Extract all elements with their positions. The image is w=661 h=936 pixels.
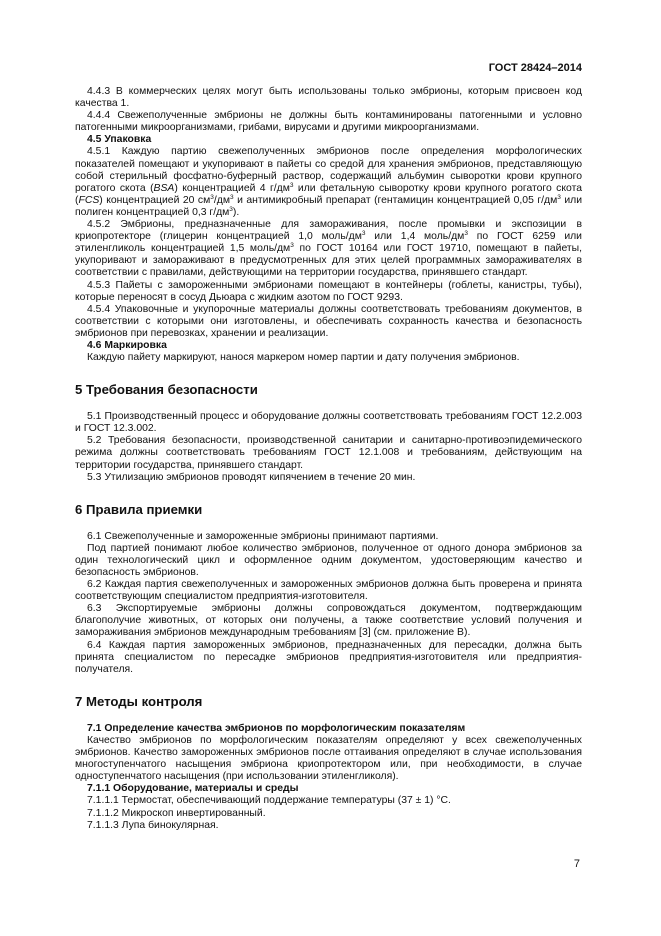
clause-4-4-4: 4.4.4 Свежеполученные эмбрионы не должны быть контаминированы патогенными и условно патогенными микроорганизмами, грибами, вирусами и другими микроорганизмами. [75,110,582,134]
clause-7-1-1-2: 7.1.1.2 Микроскоп инвертированный. [87,807,266,819]
clause-7-1: Качество эмбрионов по морфологическим показателям определяют у всех свежеполученных эмбрионов. Качество замороженных эмбрионов после оттаивания определяют в случае использования многоступенчатого насыщения эмбриона криопротектором или, при необходимости, в случае одноступенчатого насыщения (при использовании этиленгликоля). [75,734,582,783]
subheading-4-5: 4.5 Упаковка [87,134,152,146]
clause-4-5-4: 4.5.4 Упаковочные и укупорочные материалы должны соответствовать требованиям документов, в соответствии с которыми они изготовлены, и обеспечивать сохранность качества и безопасность эмбрионов при перевозках, хранении и реализации. [75,303,582,339]
clause-7-1-1-3: 7.1.1.3 Лупа бинокулярная. [87,819,219,831]
subheading-4-6: 4.6 Маркировка [87,339,167,351]
clause-4-5-3: 4.5.3 Пайеты с замороженными эмбрионами помещают в контейнеры (гоблеты, канистры, тубы), которые переносят в сосуд Дьюара с жидким азотом по ГОСТ 9293. [75,279,582,303]
document-body [75,86,582,832]
section-7-title: 7 Методы контроля [75,693,203,709]
subheading-7-1: 7.1 Определение качества эмбрионов по морфологическим показателям [87,722,466,734]
clause-4-6: Каждую пайету маркируют, нанося маркером номер партии и дату получения эмбрионов. [87,352,520,364]
clause-6-3: 6.3 Экспортируемые эмбрионы должны сопровождаться документом, подтверждающим благополучие животных, от которых они получены, а также соответствие условий получения и замораживания эмбрионов международным требованиям [3] (см. приложение В). [75,603,582,639]
clause-5-2: 5.2 Требования безопасности, производственной санитарии и санитарно-противоэпидемического режима должны соответствовать требованиям ГОСТ 12.1.008 и требованиям, действующим на территории государства, принявшего стандарт. [75,435,582,471]
page-number: 7 [573,858,580,870]
clause-4-5-1: 4.5.1 Каждую партию свежеполученных эмбрионов после определения морфологических показателей помещают и укупоривают в пайеты со средой для хранения эмбрионов, представляющую собой стерильный фосфатно-буферный раствор, содержащий альбумин сыворотки крови крупного рогатого скота (BSA) концентрацией 4 $г/дм^3$ или фетальную сыворотку крови крупного рогатого скота (FCS) концентрацией 20 $см^3/дм^3$ и антимикробный препарат (гентамицин концентрацией 0,05 $г/дм^3$ или полиген концентрацией 0,3 $г/дм^3$). [75,146,582,218]
clause-6-1-lot: Под партией понимают любое количество эмбрионов, полученное от одного донора эмбрионов за один технологический цикл и оформленное одним документом, удостоверяющим качество и безопасность эмбрионов. [75,542,582,578]
section-6-title: 6 Правила приемки [75,501,203,517]
clause-6-1: 6.1 Свежеполученные и замороженные эмбрионы принимают партиями. [87,530,439,542]
clause-4-5-2: 4.5.2 Эмбрионы, предназначенные для замораживания, после промывки и экспозиции в криопротекторе (глицерин концентрацией 1,0 моль/$дм^3$ или 1,4 моль/$дм^3$ по ГОСТ 6259 или этиленгликоль концентрацией 1,5 моль/$дм^3$ по ГОСТ 10164 или ГОСТ 19710, помещают в пайеты, укупоривают и замораживают в предусмотренных для этих целей программных замораживателях в соответствии с правилами, действующими на территории государства, принявшего стандарт. [75,219,583,279]
clause-4-4-3: 4.4.3 В коммерческих целях могут быть использованы только эмбрионы, которым присвоен код качества 1. [75,86,582,110]
document-header: ГОСТ 28424–2014 [488,62,582,74]
clause-7-1-1-1: 7.1.1.1 Термостат, обеспечивающий поддержание температуры (37 ± 1) °С. [87,795,451,807]
clause-6-2: 6.2 Каждая партия свежеполученных и замороженных эмбрионов должна быть проверена и принята соответствующим специалистом предприятия-изготовителя. [75,579,582,603]
section-5-title: 5 Требования безопасности [75,382,258,398]
subheading-7-1-1: 7.1.1 Оборудование, материалы и среды [87,783,299,795]
clause-6-4: 6.4 Каждая партия замороженных эмбрионов, предназначенных для пересадки, должна быть принята специалистом по пересадке эмбрионов предприятия-изготовителя или предприятия-получателя. [75,639,582,675]
clause-5-1: 5.1 Производственный процесс и оборудование должны соответствовать требованиям ГОСТ 12.2.003 и ГОСТ 12.3.002. [75,411,582,435]
clause-5-3: 5.3 Утилизацию эмбрионов проводят кипячением в течение 20 мин. [87,471,416,483]
